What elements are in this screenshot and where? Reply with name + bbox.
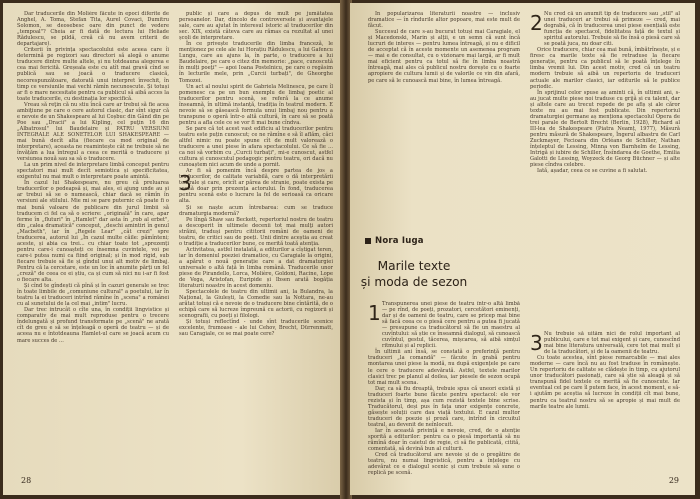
article-column-2 [530,11,680,174]
right-intro-column [368,11,520,84]
right-page [350,3,695,495]
paragraph: Cred că traducătorul are nevoie și de o pregătire de teatru, nu numai lingvistică, pentru a înțelege cu adevărat ce e dialogul scenic și cum trebuie să sune o replică pe scenă. [368,452,520,477]
paragraph: În sprijinul celor spuse aș aminti că, în ultimii ani, s-au jucat multe piese noi traduse cu grijă și cu talent, dar și altele care au trecut repede de pe afiș și ale căror texte nu au mai fost publicate. Din repertoriul dramaturgiei germane aș menționa spectacolul Opera de trei parale de Bertolt Brecht (Berlin, 1928), Richard al III-lea de Shakespeare (Piatra Neamț, 1977), Măsură pentru măsură de Shakespeare, Îngerul albastru de Carl Zuckmayer, Fecioara din Orléans de Schiller, Nathan înțeleptul de Lessing, Minna von Barnhelm de Lessing, Intrigă și iubire de Schiller, Însîndarea de Goethe, Emilia Galotti de Lessing, Woyzeck de Georg Büchner — și alte piese cîndva celebre. [530,89,680,169]
paragraph: Nu trebuie să uităm nici de rolul important al publicului, care e tot mai exigent și care, cunoscînd mai bine literatura universală, cere tot mai mult și de la traducători, și de la oamenii de teatru. [544,331,680,356]
paragraph: Vreau să reţin că nu stiu încă care ar trebui să fie acea ambiţiune pe care o cere autorul clasic, dar sînt sigur că e nevoie de un Shakespeare al lui Coșbuc din Gând din pe Poe sau „Dracii" a lui Kipling, cel puţin 16 din „Albatrosul" lui Baudelaire și PATRU VERSIUNI INTEGRALE ALE SONETELOR LUI SHAKESPEARE — mai bună decît alta (fiecare ca mod original de interpretare), aceasta ne reamintește cât ne trebuie să ne învățăm a lua întregul a ceea ce merită o traducere și versiunea nouă sau sa să o traducere. [17,101,169,163]
paragraph: Criterii în privința spectacolului este aceea care îi determină pe regizori sau directori să alegă o anume traducere dintre multe altele, și nu totdeauna alegerea e cea mai fericită. Greșeala este cu atît mai gravă cînd se publică sau se joacă o traducere clasică, necorespunzătoare, datorată unui interpret învechit, în timp ce versiunile mai vechi rămîn necunoscute. Și totuși ar fi o mare necesitate pentru ca publicul să aibă acces la toate traducerile, cu destinația lor specifică. [17,47,169,102]
paragraph: Dar trec intrucât o cîte una, în condiții lingvistice și comparativ de mai mult reproduse pentru o trecere îndelungată și profund transformate pe „scenă" ne arată cît de greu e să se înțeleagă o operă de teatru — și de aceea nu e întotdeauna Hamlet-ul care se joacă acum cu mare succes de ... [17,307,169,344]
paragraph: Dar, ca să fiu dreaptă, trebuie spus că uneori există și traduceri foarte bune făcute pentru spectacol: ele vor rezista și în timp, așa cum rezistă textele bine scrise. Traducătorul, deși pus în fața unor exigențe concrete, găsește soluții care dau viață textului. E cazul multor traduceri de poezie și proză care, intrînd în circuitul teatral, au devenit de neînlocuit. [368,385,520,428]
left-page [3,3,343,495]
author-name: Nora Iuga [375,236,424,246]
left-column-1 [17,11,169,344]
paragraph: Transpunerea unei piese de teatru într-o altă limbă — pe rînd, de poeți, prozatori, cercetători eminenți, dar și de oameni de teatru, care se pricep mai bine să facă ceea ce o piesă cere pentru a putea fi jucată — presupune ca traducătorul să fie un maestru al cuvîntului: să știe ce înseamnă dialogul, să cunoască cuvîntul, gestul, tăcerea, mișcarea, să aibă simțul ritmului și al replicii. [382,301,520,350]
author-line [365,236,424,246]
paragraph: Activitatea, astfel instalată, a editurilor a cîștigat teren, iar în domeniul poeziei dramatice, cu Caragiale la origini, a apărut o nouă generație care a dat dramaturgiei universale o altă față în limba română. Traducerile unor piese de Pirandello, Lorca, Molière, Goldoni, Racine, Lope de Vega, Aristofan, Euripide și Ibsen arată bogăția literaturii noastre în acest domeniu. [179,246,333,290]
title-line-1: Marile texte [377,259,451,273]
paragraph: În cazul lui Shakespeare, nu greu că preluarea traducerilor o pedeapsă și, mai ales, ei ajung unde au și ar trebui să se o numească, chiar dacă se rămîn în versiuni ale stilului. Mie mi se pare puternic că poate fi o mai bună valoare de publicare din jurul limbii să traducem ci fel ca să o scriere: „originală" în care, apar ferme în „fluturi" în „Hamlet" dar asta în „rob al erbet", din „calea dramatică" conceput, „deschi amintiri în genul „Macbeth", iar în „Regele Lear" „cât crezi" spre traducerea, autorul lui „În cazul multe căile: pămînteni; aceste, și abia ca trei... cu chiar toate tot „sprezenți pentru care-i cunoașteți ce însemna cuvintele, voi pe care-i putea numi ca fiind original; și în mod rigid, sub fiecare trebuie să fie și gîndul unui alt motiv de limbaj. Pentru că la cercetare, este un loc în anumite părți un fel „creză" de ceea ce ei știu, ca și cum să nici nu i-ar fi fost o fiecare alta. [17,180,169,284]
paragraph: Și cînd te gîndești că pînă și în cazuri generale se trec în toate limbile de „comuniune cultural" a poetului, iar în teatru la ei traduceri intrînd rămîne în „scena" a românei cu al sunetului de la cel mai „intim" lucru. [17,283,169,308]
paragraph: În popularizarea literaturii noastre — inclusiv dramatice — în rîndurile altor popoare, mai este mult de făcut. [368,11,520,30]
paragraph: Ar fi să pomenim încă despre partea de jos a traducerilor, de calitate variabilă, care o dă interpretării teatrale și care, oricît ar părea de stranie, poate exista pe scenă doar prin prezența actorului. În fond, traducerea pentru scenă este o lucrare la fel de serioasă ca oricare alta. [179,168,333,205]
paragraph: Spectacolele de teatru din ultimii ani, la Bulandra, la Național, la Giulești, la Comedie sau la Nottara, ne-au arătat totuși că e nevoie de o traducere bine cîntărită, de o echipă care să lucreze împreună cu actorii, cu regizorii și scenografii, cu poeți și filologi. [179,289,333,320]
paragraph: În ultimii ani însă, se constată o preferință pentru traduceri „la comandă" — făcute în grabă pentru montarea unei piese la modă, nu după exigențele pe care le cere o traducere adevărată. Astfel, textele marilor clasici trec pe planul al doilea, iar piesele de sezon ocupă tot mai mult scena. [368,349,520,386]
paragraph: Un act al noului spirit de Gabriela Melinescu, pe care îl pomenesc ca pe un bun exemplu de limbaj poetic al traducerilor pentru scenă, se referă la ce anume înseamnă, în ultimă instanță, tradiția în teatrul modern. E nevoie să se găsească formula unui limbaj nou pentru a transpune o operă într-o altă cultură, în care să se poată pentru a afla cele ce se vor fi mai bune cîndva. [179,83,333,126]
left-column-2 [179,11,333,338]
paragraph: Iată, așadar, ceea ce se cuvine a fi salutat. [537,168,648,175]
paragraph: Dar traducerile din Molière făcute în epoci diferite de Anghel, A. Toma, Stefan Tita, Aurel Covaci, Dumitru Solomon, se deosebesc oare din punct de vedere „tempoal"? Cheia ar fi dată de lectura lui Heliade Rădulescu, se pildă, creă că nu avem criterii de departajare). [17,11,169,48]
article-column-1 [368,301,520,476]
page-number-right: 29 [668,476,679,485]
drop-cap-3: 3 [179,171,192,195]
paragraph: Nu cred că un anumit tip de traducere sau „stil" al unei traduceri ar trebui să primeze — cred, mai degrabă, că în traducerea unei piese esențială este funcția de spectacol, fidelitatea față de textul și spiritul autorului. Trebuie să fie însă o piesă care să se poată juca, nu doar citi. [544,11,680,48]
square-bullet-icon [365,238,371,244]
paragraph: Și totuși reflectînd - unde sînt traducerile scenice excelente, frumoase - ale lui Cehov, Brecht, Dürrenmatt, sau Caragiale, ce se mai poate cere? [179,319,333,338]
paragraph: Succesul de care s-au bucurat totuși mai Caragiale, el și Macedonski, Marin și alții, e un semn că sunt încă lucruri de interes — pentru lumea întreagă, și nu e dificil de acceptat că în aceste momente un asemenea program — mai e de consultat, cu o vizionare mai largă, ar fi mult mai eficient pentru ca totul să fie în limba noastră întreagă, mai ales că publicul nostru dorește cu o foarte apropiere de cultura lumii și de valorile ce vin din afară, pe care să le cunoască mai bine, în lumea întreagă. [368,29,520,84]
paragraph: Iar în această privință e nevoie, cred, de o atenție sporită a editurilor: pentru ca o piesă importantă să nu rămînă doar în caietul de regie, ci să fie publicată, citită, comentată, să devină bun al culturii. [368,427,520,453]
title-line-2: și moda de sezon [360,275,468,289]
drop-cap-1: 1 [368,301,381,325]
paragraph: Și se naște acum întrebarea: cum se traduce dramaturgia modernă? [179,204,333,217]
article-column-3 [530,331,680,410]
article-title [360,258,468,290]
drop-cap-3-right: 3 [530,331,543,355]
paragraph: Cu toate acestea, sînt piese remarcabile — mai ales moderne — care încă nu au fost traduse în românește. Un repertoriu de calitate se clădește în timp, cu ajutorul unor traducători pasionați, care să știe să aleagă și să transpună fidel textele ce merită să fie cunoscute. Iar eventual cel pe care îl putem face, în acest moment, e să-i ajutăm pe aceștia să lucreze în condiții cît mai bune, pentru ca teatrul nostru să se apropie și mai mult de marile teatre ale lumii. [530,355,680,410]
paragraph: La un prim nivel de interpretare limbă conceput pentru spectatori mai mult decît semiotica și specificitatea, exigentul nu mai mult o interpretare poate amintă. [17,162,169,181]
paragraph: public și care a depus de mult pe jumătatea persoanelor. Dar, dincolo de controversele și avantajele sale, care au ajutat în interesul istoric al traducerilor din sec. XIX, există câteva care au rămas ca rezultat al unei școli de interpretare. [179,11,333,42]
paragraph: Pe lîngă Shaw sau Beckett, repertoriul nostru de teatru a descoperit în ultimele decenii tot mai mulţi autori străini, traduși pentru cititorii români de oameni de teatru, de critici sau de poeți. Unii dintre aceștia au creat o tradiție a traducerilor bune, ce merită toată atenția. [179,216,333,247]
paragraph: Orice traducere, chiar cea mai bună, îmbătrînește, și e firesc ca marile texte să fie retraduse la fiecare generație, pentru ca publicul să le poată înțelege în limba vremii lui. Din acest motiv, cred că un teatru modern trebuie să aibă un repertoriu de traduceri actuale ale marilor clasici, iar editurile să le publice periodic. [530,47,680,90]
paragraph: În ce privește traducerile din limba franceză, le menționez pe cele ale lui Horațiu Rădulescu, a lui Gafencu Lungu, care au ajuns la, în parte, o traducere a lui Baudelaire, pe care o citez din memorie: „pace, cunoscută în mulți poeţi" — apoi Ioana Postelnicu, pe care o regăsim în lecturile mele, prin „Curcii turbați", de Gheorghe Tomozei. [179,41,333,84]
paragraph: Se pare că tot acest vast edificiu al traducerilor pentru teatru este puțin cunoscut; ce ne rămîne e să îl aflăm, căci altfel nimic nu poate spune cît de mult valorează o traducere a unei piese în afara spectacolului. Ce să fie ... ca noi să vorbim cu „Curcii turbați", mi-e cunoscut, astfel cultura și cunoscutul pedagogic pentru teatru, ori dacă nu cunoaștem nici acum de unde a pornit. [179,125,333,169]
drop-cap-2: 2 [530,11,543,35]
page-number-left: 28 [21,476,32,485]
